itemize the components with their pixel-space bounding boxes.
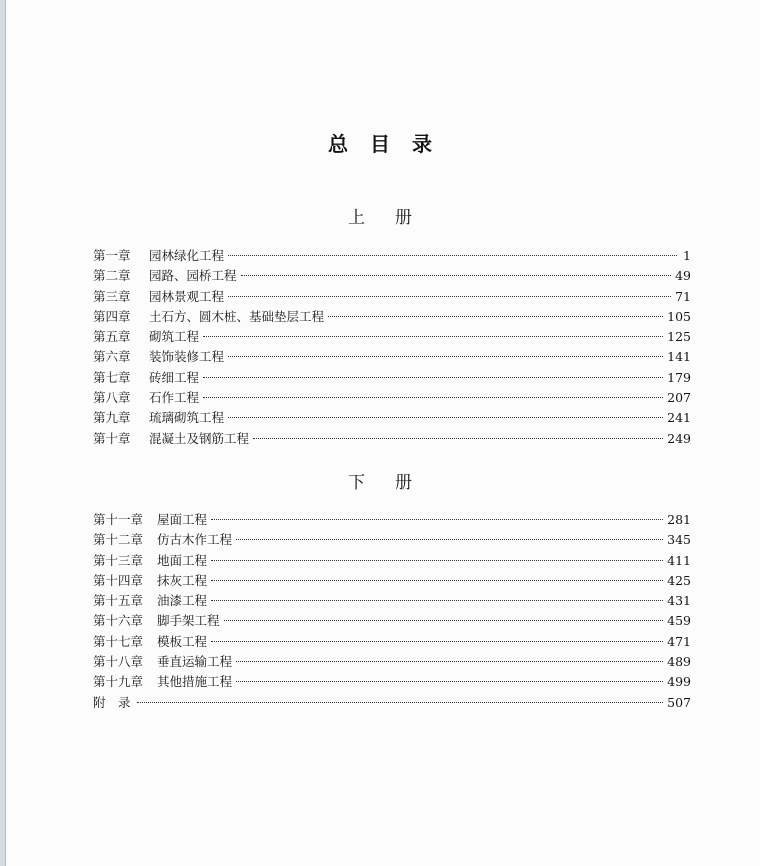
leader-dots <box>224 620 664 621</box>
toc-entry[interactable] <box>93 368 691 388</box>
toc-entry[interactable] <box>93 591 691 611</box>
chapter-number: 第十七章 <box>93 633 144 649</box>
chapter-number: 第七章 <box>93 369 131 385</box>
page-number: 471 <box>667 633 691 649</box>
chapter-number: 第十九章 <box>93 674 144 690</box>
chapter-number: 第十二章 <box>93 532 144 548</box>
chapter-title: 其他措施工程 <box>157 674 233 690</box>
page-number: 141 <box>667 349 691 365</box>
chapter-number: 第十四章 <box>93 572 144 588</box>
chapter-title: 园路、园桥工程 <box>149 268 237 284</box>
page-number: 207 <box>667 390 691 406</box>
chapter-number: 第十六章 <box>93 613 144 629</box>
chapter-number: 第十一章 <box>93 512 144 527</box>
toc-entry[interactable] <box>93 327 691 347</box>
toc-entry[interactable] <box>93 672 691 692</box>
volume-2-toc <box>93 510 691 713</box>
toc-entry[interactable] <box>93 307 691 327</box>
page-number: 125 <box>667 329 691 345</box>
page-number: 345 <box>667 532 691 548</box>
chapter-number: 第一章 <box>93 248 131 263</box>
toc-entry[interactable] <box>93 530 691 550</box>
page-number: 431 <box>667 593 691 609</box>
page-number: 411 <box>667 552 691 568</box>
page-number: 105 <box>667 308 691 324</box>
page-number: 459 <box>667 613 691 629</box>
chapter-title: 砖细工程 <box>149 369 200 385</box>
page-number: 241 <box>667 410 691 426</box>
chapter-title: 脚手架工程 <box>157 613 220 629</box>
leader-dots <box>137 702 663 703</box>
leader-dots <box>236 661 663 662</box>
page-number: 249 <box>667 430 691 446</box>
volume-2-heading: 下册 <box>348 473 442 493</box>
toc-entry[interactable] <box>93 266 691 286</box>
leader-dots <box>203 397 663 398</box>
leader-dots <box>228 255 677 256</box>
leader-dots <box>228 356 663 357</box>
toc-entry[interactable] <box>93 246 691 266</box>
leader-dots <box>236 539 663 540</box>
chapter-title: 屋面工程 <box>157 512 208 527</box>
volume-1-heading: 上册 <box>348 208 442 228</box>
chapter-title: 油漆工程 <box>157 593 208 609</box>
chapter-title: 砌筑工程 <box>149 329 200 345</box>
chapter-number: 第十八章 <box>93 654 144 670</box>
chapter-number: 第十章 <box>93 430 131 446</box>
page-number: 281 <box>667 512 691 527</box>
page-number: 1 <box>683 248 691 263</box>
chapter-number: 第六章 <box>93 349 131 365</box>
leader-dots <box>241 275 672 276</box>
chapter-number: 第八章 <box>93 390 131 406</box>
leader-dots <box>211 641 663 642</box>
volume-1-toc <box>93 246 691 449</box>
chapter-title: 园林绿化工程 <box>149 248 225 263</box>
chapter-title: 园林景观工程 <box>149 288 225 304</box>
page-number: 489 <box>667 654 691 670</box>
chapter-title: 混凝土及钢筋工程 <box>149 430 250 446</box>
leader-dots <box>203 336 663 337</box>
chapter-title: 模板工程 <box>157 633 208 649</box>
leader-dots <box>228 417 663 418</box>
page-number: 425 <box>667 572 691 588</box>
page-title: 总目录 <box>328 132 454 156</box>
toc-entry[interactable] <box>93 408 691 428</box>
page-number: 499 <box>667 674 691 690</box>
toc-entry[interactable] <box>93 510 691 530</box>
toc-entry[interactable] <box>93 429 691 449</box>
toc-entry[interactable] <box>93 632 691 652</box>
page-number: 71 <box>675 288 691 304</box>
leader-dots <box>236 681 663 682</box>
chapter-title: 土石方、圆木桩、基础垫层工程 <box>149 308 325 324</box>
toc-entry[interactable] <box>93 652 691 672</box>
toc-entry[interactable] <box>93 347 691 367</box>
chapter-number: 第四章 <box>93 308 131 324</box>
toc-entry[interactable] <box>93 388 691 408</box>
chapter-number: 第九章 <box>93 410 131 426</box>
leader-dots <box>211 580 663 581</box>
leader-dots <box>203 377 663 378</box>
chapter-number: 第二章 <box>93 268 131 284</box>
leader-dots <box>211 600 663 601</box>
chapter-number: 第十五章 <box>93 593 144 609</box>
toc-entry[interactable] <box>93 287 691 307</box>
chapter-title: 琉璃砌筑工程 <box>149 410 225 426</box>
toc-entry[interactable] <box>93 551 691 571</box>
toc-entry[interactable] <box>93 693 691 713</box>
chapter-title: 垂直运输工程 <box>157 654 233 670</box>
chapter-title: 石作工程 <box>149 390 200 406</box>
chapter-title: 仿古木作工程 <box>157 532 233 548</box>
chapter-title: 地面工程 <box>157 552 208 568</box>
chapter-title: 装饰装修工程 <box>149 349 225 365</box>
chapter-number: 附 录 <box>93 694 131 710</box>
leader-dots <box>228 296 671 297</box>
leader-dots <box>211 519 663 520</box>
toc-entry[interactable] <box>93 571 691 591</box>
page-number: 179 <box>667 369 691 385</box>
chapter-title: 抹灰工程 <box>157 572 208 588</box>
page-number: 49 <box>675 268 691 284</box>
chapter-number: 第五章 <box>93 329 131 345</box>
page-number: 507 <box>667 694 691 710</box>
leader-dots <box>328 316 663 317</box>
chapter-number: 第三章 <box>93 288 131 304</box>
chapter-number: 第十三章 <box>93 552 144 568</box>
toc-entry[interactable] <box>93 611 691 631</box>
leader-dots <box>253 438 663 439</box>
leader-dots <box>211 560 663 561</box>
